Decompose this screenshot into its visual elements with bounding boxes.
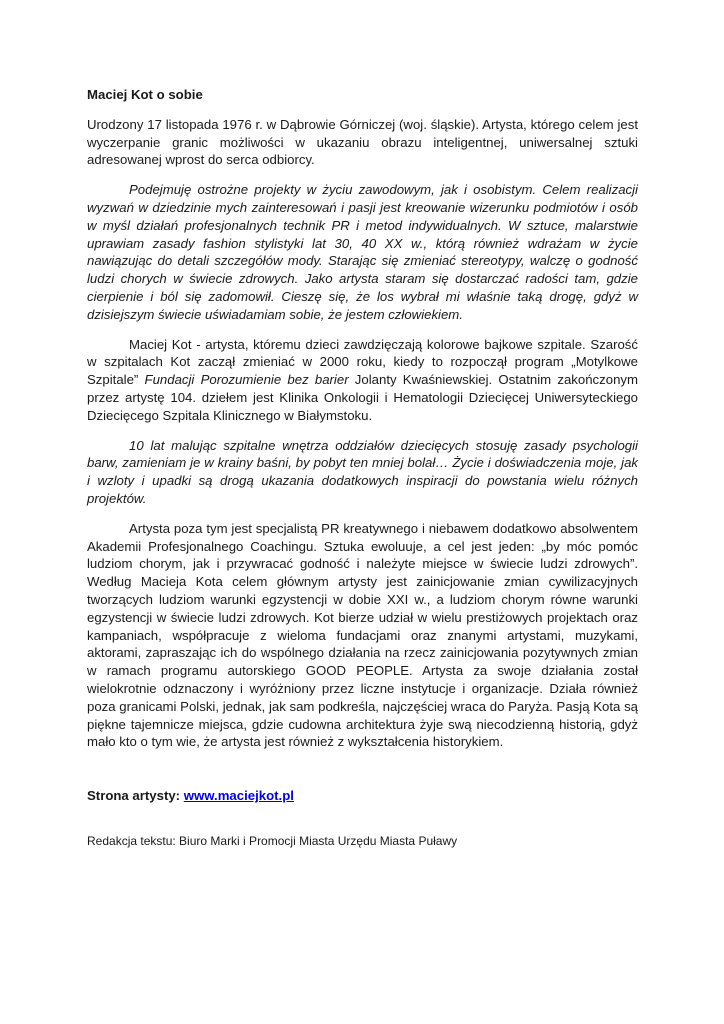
intro-paragraph: Urodzony 17 listopada 1976 r. w Dąbrowie Górniczej (woj. śląskie). Artysta, którego celem jest wyczerpanie granic możliwości w ukazaniu obrazu inteligentnej, uniwersalnej sztuki adresowanej wprost do serca odbiorcy. [87,116,638,168]
credits-line: Redakcja tekstu: Biuro Marki i Promocji Miasta Urzędu Miasta Puławy [87,833,458,848]
quote-paragraph-2: 10 lat malując szpitalne wnętrza oddziałów dziecięcych stosuję zasady psychologii barw, zamieniam je w krainy baśni, by pobyt ten mniej bolał… Życie i doświadczenia moje, jak i wzloty i upadki są drogą ukazania dodatkowych inspiracji do powstania wielu różnych projektów. [87,437,638,506]
hospitals-text-1: Maciej Kot - artysta, któremu dzieci zawdzięczają kolorowe bajkowe szpitale. Szarość w szpitalach Kot zaczął zmieniać w 2000 roku, kiedy to rozpoczął program „Motylkowe Szpitale” [87,336,638,388]
hospitals-paragraph [87,336,638,425]
foundation-name: Fundacji Porozumienie bez barier [144,372,349,388]
hospitals-text-2: Jolanty Kwaśniewskiej. Ostatnim zakończonym przez artystę 104. dziełem jest Klinika Onkologii i Hematologii Dziecięcej Uniwersyteckiego Dziecięcego Szpitala Klinicznego w Białymstoku. [87,372,638,423]
document-page [87,86,638,851]
bio-paragraph: Artysta poza tym jest specjalistą PR kreatywnego i niebawem dodatkowo absolwentem Akademii Profesjonalnego Coachingu. Sztuka ewoluuje, a cel jest jeden: „by móc pomóc ludziom chorym, jak i przywracać godność i należyte miejsce w świecie ludzi zdrowych”. Według Macieja Kota celem głównym artysty jest zainicjowanie zmian cywilizacyjnych tworzących ludziom warunki egzystencji w dobie XXI w., a ludziom chorym równe warunki egzystencji w świecie ludzi zdrowych. Kot bierze udział w wielu prestiżowych projektach oraz kampaniach, współpracuje z wieloma fundacjami oraz znanymi artystami, muzykami, aktorami, zapraszając ich do wspólnego działania na rzecz zainicjowania pozytywnych zmian w ramach programu autorskiego GOOD PEOPLE. Artysta za swoje działania został wielokrotnie odznaczony i wyróżniony przez liczne instytucje i organizacje. Działa również poza granicami Polski, jednak, jak sam podkreśla, najczęściej wraca do Paryża. Pasją Kota są piękne tajemnicze miejsca, gdzie cudowna architektura żyje swą niecodzienną historią, gdyż mało kto o tym wie, że artysta jest również z wykształcenia historykiem. [87,520,638,750]
website-link[interactable]: www.maciejkot.pl [183,788,294,804]
website-label: Strona artysty: [87,788,184,804]
document-title: Maciej Kot o sobie [87,87,203,102]
website-line [87,787,638,805]
quote-paragraph-1: Podejmuję ostrożne projekty w życiu zawodowym, jak i osobistym. Celem realizacji wyzwań w dziedzinie mych zainteresowań i pasji jest kreowanie wizerunku podmiotów i osób w myśl działań profesjonalnych technik PR i metod indywidualnych. W sztuce, malarstwie uprawiam zasady fashion stylistyki lat 30, 40 XX w., którą również wdrażam w życie nawiązując do detali szczegółów mody. Starając się zmieniać stereotypy, walczę o godność ludzi chorych w świecie zdrowych. Jako artysta staram się dostarczać radości tam, gdzie cierpienie i ból się zadomowił. Cieszę się, że los wybrał mi właśnie taką drogę, gdyż w dzisiejszym świecie uświadamiam sobie, że jestem człowiekiem. [87,182,638,322]
